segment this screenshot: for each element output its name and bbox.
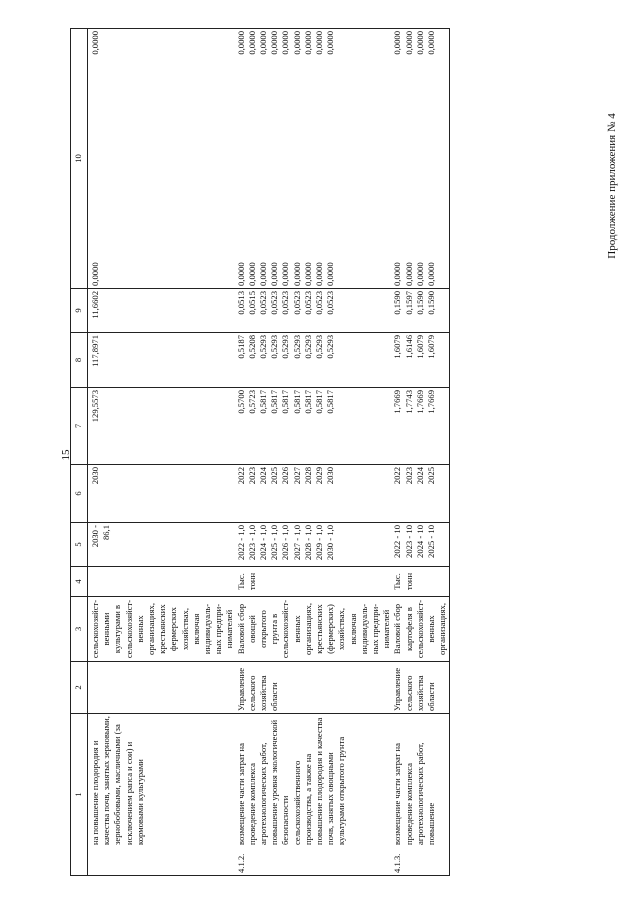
table-row xyxy=(392,29,449,876)
executor-cell: Управление сельского хозяйства области xyxy=(236,662,393,714)
appendix-continuation-label: Продолжение приложения № 4 xyxy=(606,113,618,259)
regional-budget-cell: 0,1590 0,1597 0,1590 0,1590 xyxy=(392,289,449,333)
indicator-cell: Валовой сбор картофеля в сельскохозяйст-венных организациях, xyxy=(392,597,449,662)
activity-description: возмещение части затрат на проведение комплекса агротехнологических работ, повышение xyxy=(392,742,437,845)
program-indicators-table xyxy=(70,28,450,876)
other-sources-value-a: 0,0000 0,0000 0,0000 0,0000 0,0000 0,0000 0,0000 0,0000 0,0000 xyxy=(235,262,336,286)
year-cell: 2022 2023 2024 2025 2026 2027 2028 2029 2030 xyxy=(236,465,393,523)
executor-cell xyxy=(88,662,236,714)
activity-cell xyxy=(236,714,393,876)
total-cell: 0,5700 0,5723 0,5817 0,5817 0,5817 0,5817 0,5817 0,5817 0,5817 xyxy=(236,388,393,465)
activity-cell xyxy=(88,714,236,876)
federal-budget-cell: 117,8971 xyxy=(88,333,236,388)
header-row xyxy=(71,29,88,876)
unit-cell: Тыс. тонн xyxy=(392,567,449,597)
other-sources-cell xyxy=(392,29,449,289)
header-col-9: 9 xyxy=(71,289,88,333)
other-sources-value-a: 0,0000 0,0000 0,0000 0,0000 xyxy=(392,262,437,286)
other-sources-cell xyxy=(88,29,236,289)
header-col-7: 7 xyxy=(71,388,88,465)
target-value-cell: 2022 - 1,0 2023 - 1,0 2024 - 1,0 2025 - 1,0 2026 - 1,0 2027 - 1,0 2028 - 1,0 2029 - 1,0 2030 - 1,0 xyxy=(236,523,393,567)
regional-budget-cell: 11,6602 xyxy=(88,289,236,333)
header-col-6: 6 xyxy=(71,465,88,523)
activity-description: возмещение части затрат на проведение комплекса агротехнологических работ, повышение уровня экологической безопасности сельскохозяйственного производства, а также на повышение плодородия и качества почв, занятых овощными культурами открытого грунта xyxy=(235,717,347,845)
activity-code: 4.1.3. xyxy=(392,853,403,873)
year-cell: 2030 xyxy=(88,465,236,523)
target-value-cell: 2030 - 86,1 xyxy=(88,523,236,567)
other-sources-value-a: 0,0000 xyxy=(90,262,100,286)
table-row xyxy=(236,29,393,876)
header-col-10: 10 xyxy=(71,29,88,289)
other-sources-cell xyxy=(236,29,393,289)
federal-budget-cell: 1,6079 1,6146 1,6079 1,6079 xyxy=(392,333,449,388)
table-row xyxy=(88,29,236,876)
indicator-cell: сельскохозяйст-венными культурами в сельскохозяйст-венных организациях, крестьянских фермерских хозяйствах, включая индивидуаль-ных предпри-нимателей xyxy=(88,597,236,662)
federal-budget-cell: 0,5187 0,5208 0,5293 0,5293 0,5293 0,5293 0,5293 0,5293 0,5293 xyxy=(236,333,393,388)
other-sources-value-b: 0,0000 0,0000 0,0000 0,0000 0,0000 0,0000 0,0000 0,0000 0,0000 xyxy=(235,31,336,55)
total-cell: 129,5573 xyxy=(88,388,236,465)
activity-description: на повышение плодородия и качества почв, занятых зерновыми, зернобобовыми, масличными (за исключением рапса и сои) и кормовыми культурами xyxy=(90,716,145,845)
header-col-8: 8 xyxy=(71,333,88,388)
unit-cell xyxy=(88,567,236,597)
activity-cell xyxy=(392,714,449,876)
regional-budget-cell: 0,0513 0,0515 0,0523 0,0523 0,0523 0,0523 0,0523 0,0523 0,0523 xyxy=(236,289,393,333)
unit-cell: Тыс. тонн xyxy=(236,567,393,597)
header-col-2: 2 xyxy=(71,662,88,714)
other-sources-value-b: 0,0000 xyxy=(90,31,100,55)
header-col-5: 5 xyxy=(71,523,88,567)
rotated-table-container xyxy=(70,29,620,876)
activity-code: 4.1.2. xyxy=(235,853,246,873)
header-col-3: 3 xyxy=(71,597,88,662)
executor-cell: Управление сельского хозяйства области xyxy=(392,662,449,714)
page-number: 15 xyxy=(60,449,72,461)
header-col-1: 1 xyxy=(71,714,88,876)
year-cell: 2022 2023 2024 2025 xyxy=(392,465,449,523)
total-cell: 1,7669 1,7743 1,7669 1,7669 xyxy=(392,388,449,465)
indicator-cell: Валовой сбор овощей открытого грунта в сельскохозяйст-венных организациях, крестьянских (фермерских) хозяйствах, включая индивидуаль-ных предпри-нимателей xyxy=(236,597,393,662)
other-sources-value-b: 0,0000 0,0000 0,0000 0,0000 xyxy=(392,31,437,55)
target-value-cell: 2022 - 10 2023 - 10 2024 - 10 2025 - 10 xyxy=(392,523,449,567)
header-col-4: 4 xyxy=(71,567,88,597)
activity-code xyxy=(90,845,146,873)
